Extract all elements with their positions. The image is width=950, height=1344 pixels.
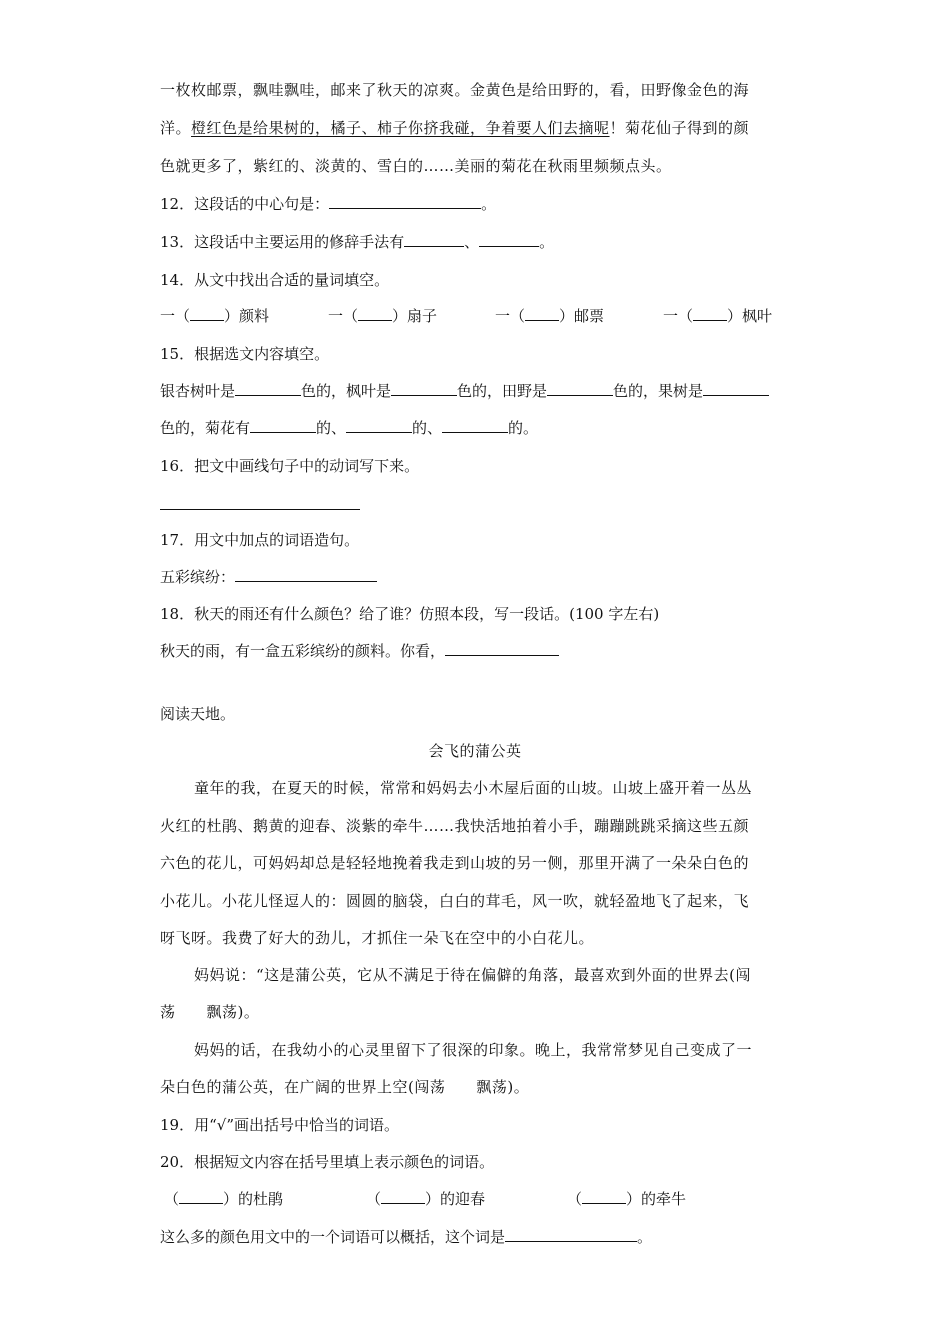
answer-blank[interactable] [445,641,559,656]
item-post: ）枫叶 [727,307,773,325]
question-12 [160,194,496,214]
answer-blank[interactable] [391,381,457,396]
fill-text: 色的，菊花有 [160,419,251,437]
item-pre: 一（ [663,307,694,325]
question-17-answer [160,567,377,587]
answer-blank[interactable] [358,306,392,321]
question-20-text: 20．根据短文内容在括号里填上表示颜色的词语。 [160,1153,495,1171]
item-pre: （ [366,1190,382,1208]
fill-text: 的。 [508,419,539,437]
question-13-end: 。 [539,233,555,251]
passage2-line: 妈妈的话，在我幼小的心灵里留下了很深的印象。晚上，我常常梦见自己变成了一 [194,1041,753,1059]
underlined-sentence: 橙红色是给果树的，橘子、柿子你挤我碰，争着要人们去摘呢 [191,119,610,137]
item-post: ）的迎春 [425,1190,486,1208]
word-label: 五彩缤纷： [160,568,236,586]
item-pre: （ [567,1190,583,1208]
color-item [164,1189,283,1209]
fill-text: 银杏树叶是 [160,382,236,400]
question-12-end: 。 [481,195,497,213]
measure-word-item [160,306,269,326]
fill-text: 的、 [316,419,347,437]
question-15-text: 15．根据选文内容填空。 [160,345,330,363]
item-post: ）颜料 [224,307,270,325]
item-post: ）邮票 [559,307,605,325]
passage1-line2-prefix: 洋。 [160,119,192,137]
question-14-text: 14．从文中找出合适的量词填空。 [160,271,390,289]
item-pre: 一（ [328,307,359,325]
answer-blank[interactable] [329,194,481,209]
fill-text: 色的，田野是 [457,382,548,400]
passage1-line2 [160,118,749,138]
passage1-line2-suffix: ！菊花仙子得到的颜 [609,119,750,137]
answer-blank[interactable] [250,418,316,433]
question-20-summary [160,1227,652,1247]
answer-blank[interactable] [346,418,412,433]
passage1-line1: 一枚枚邮票，飘哇飘哇，邮来了秋天的凉爽。金黄色是给田野的，看，田野像金色的海 [160,81,750,99]
item-post: ）的牵牛 [626,1190,687,1208]
measure-word-item [495,306,604,326]
question-16-text: 16．把文中画线句子中的动词写下来。 [160,457,420,475]
question-19-text: 19．用“√”画出括号中恰当的词语。 [160,1116,399,1134]
item-pre: 一（ [160,307,191,325]
question-18-text: 18．秋天的雨还有什么颜色？给了谁？仿照本段，写一段话。(100 字左右) [160,605,660,623]
passage1-line3: 色就更多了，紫红的、淡黄的、雪白的……美丽的菊花在秋雨里频频点头。 [160,157,672,175]
answer-blank[interactable] [582,1189,626,1204]
section-heading: 阅读天地。 [160,705,236,723]
answer-blank[interactable] [479,232,539,247]
answer-blank[interactable] [235,567,377,582]
item-pre: （ [164,1190,180,1208]
item-pre: 一（ [495,307,526,325]
answer-blank[interactable] [547,381,613,396]
answer-blank[interactable] [179,1189,223,1204]
passage2-line: 妈妈说：“这是蒲公英，它从不满足于待在偏僻的角落，最喜欢到外面的世界去(闯 [194,966,752,984]
answer-blank[interactable] [693,306,727,321]
starter-text: 秋天的雨，有一盒五彩缤纷的颜料。你看， [160,642,446,660]
question-13 [160,232,554,252]
question-18-starter [160,641,559,661]
passage-title: 会飞的蒲公英 [428,742,522,760]
answer-blank[interactable] [505,1227,637,1242]
answer-blank[interactable] [442,418,508,433]
measure-word-item [328,306,437,326]
passage2-line: 荡 飘荡)。 [160,1003,260,1021]
answer-line[interactable] [160,509,360,510]
answer-blank[interactable] [525,306,559,321]
passage2-line: 童年的我，在夏天的时候，常常和妈妈去小木屋后面的山坡。山坡上盛开着一丛丛 [194,779,753,797]
answer-blank[interactable] [381,1189,425,1204]
question-12-text: 12．这段话的中心句是： [160,195,330,213]
answer-blank[interactable] [235,381,301,396]
color-item [567,1189,686,1209]
passage2-line: 火红的杜鹃、鹅黄的迎春、淡紫的牵牛……我快活地拍着小手，蹦蹦跳跳采摘这些五颜 [160,817,750,835]
passage2-line: 呀飞呀。我费了好大的劲儿，才抓住一朵飞在空中的小白花儿。 [160,929,595,947]
answer-blank[interactable] [703,381,769,396]
question-17-text: 17．用文中加点的词语造句。 [160,531,360,549]
fill-text: 色的，果树是 [613,382,704,400]
fill-text: 的、 [412,419,443,437]
summary-text: 这么多的颜色用文中的一个词语可以概括，这个词是 [160,1228,506,1246]
separator: 、 [464,233,480,251]
summary-end: 。 [637,1228,653,1246]
fill-text: 色的，枫叶是 [301,382,392,400]
color-item [366,1189,485,1209]
question-13-text: 13．这段话中主要运用的修辞手法有 [160,233,405,251]
measure-word-item [663,306,772,326]
passage2-line: 六色的花儿，可妈妈却总是轻轻地挽着我走到山坡的另一侧，那里开满了一朵朵白色的 [160,854,750,872]
answer-blank[interactable] [190,306,224,321]
question-15-line1 [160,381,769,401]
passage2-line: 小花儿。小花儿怪逗人的：圆圆的脑袋，白白的茸毛，风一吹，就轻盈地飞了起来，飞 [160,892,750,910]
item-post: ）的杜鹃 [223,1190,284,1208]
passage2-line: 朵白色的蒲公英，在广阔的世界上空(闯荡 飘荡)。 [160,1078,530,1096]
answer-blank[interactable] [404,232,464,247]
item-post: ）扇子 [392,307,438,325]
question-15-line2 [160,418,538,438]
